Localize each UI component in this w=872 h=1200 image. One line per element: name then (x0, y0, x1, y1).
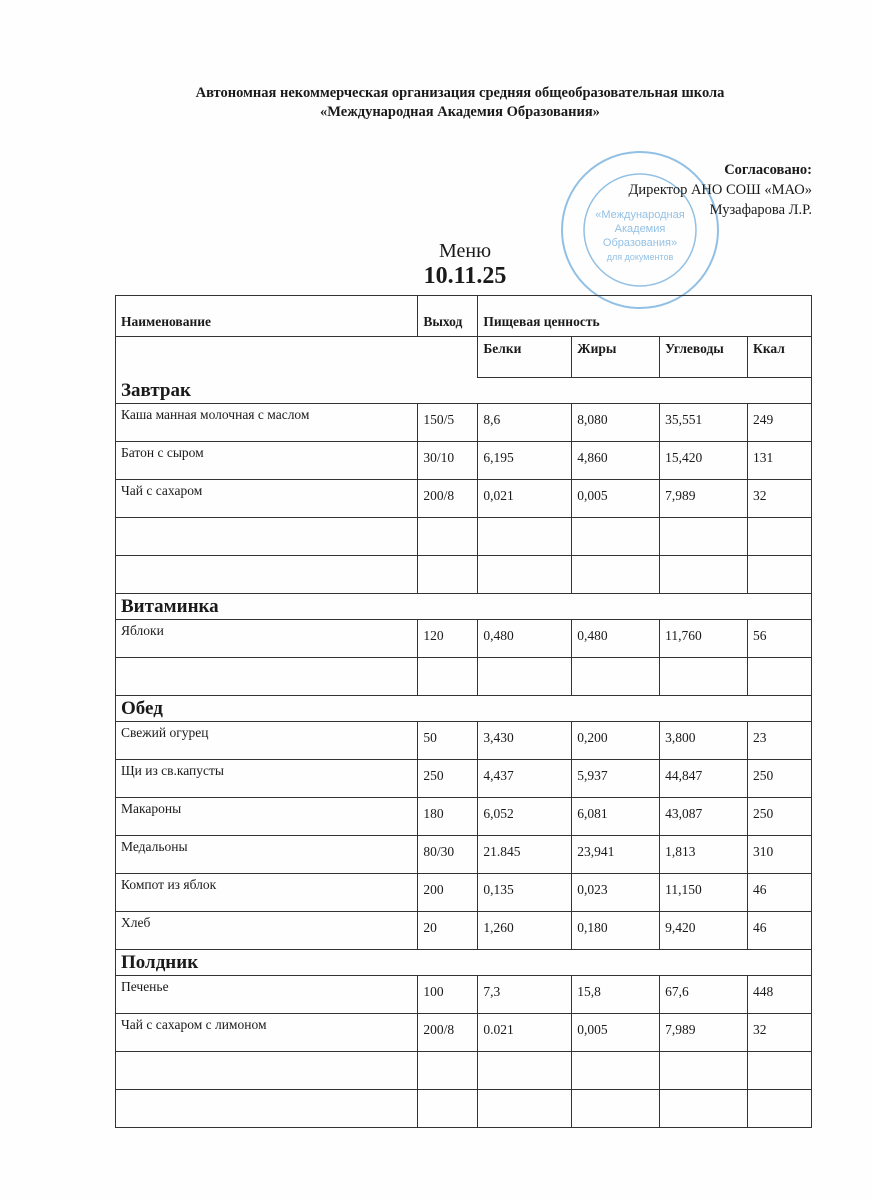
dish-name-cell: Печенье (116, 976, 418, 1014)
org-name-line1: Автономная некоммерческая организация средняя общеобразовательная школа (195, 85, 725, 101)
table-row (116, 518, 812, 556)
carbs-cell (660, 1090, 748, 1128)
section-row (116, 696, 812, 722)
output-cell (418, 1052, 478, 1090)
dish-name-cell: Свежий огурец (116, 722, 418, 760)
kcal-cell: 310 (748, 836, 812, 874)
output-cell (418, 518, 478, 556)
menu-date: 10.11.25 (423, 263, 507, 289)
dish-name-cell (116, 1090, 418, 1128)
fat-cell (572, 1052, 660, 1090)
dish-name-cell: Чай с сахаром (116, 480, 418, 518)
table-row (116, 912, 812, 950)
section-title: Завтрак (116, 378, 812, 404)
output-cell: 200 (418, 874, 478, 912)
carbs-cell: 9,420 (660, 912, 748, 950)
kcal-cell (748, 518, 812, 556)
kcal-cell: 249 (748, 404, 812, 442)
kcal-cell: 250 (748, 798, 812, 836)
carbs-cell: 11,150 (660, 874, 748, 912)
dish-name-cell (116, 658, 418, 696)
dish-name-cell: Медальоны (116, 836, 418, 874)
protein-cell: 0,021 (478, 480, 572, 518)
approval-signatory: Музафарова Л.Р. (709, 202, 812, 218)
fat-cell: 8,080 (572, 404, 660, 442)
dish-name-cell: Компот из яблок (116, 874, 418, 912)
fat-cell: 0,480 (572, 620, 660, 658)
protein-cell: 0,135 (478, 874, 572, 912)
approval-title: Согласовано: (724, 162, 812, 178)
carbs-cell (660, 658, 748, 696)
output-cell: 250 (418, 760, 478, 798)
table-row (116, 798, 812, 836)
table-row (116, 442, 812, 480)
fat-cell: 0,005 (572, 480, 660, 518)
header-carbs: Углеводы (660, 337, 748, 378)
svg-text:для документов: для документов (606, 252, 674, 262)
carbs-cell: 7,989 (660, 480, 748, 518)
table-row (116, 556, 812, 594)
fat-cell: 0,180 (572, 912, 660, 950)
carbs-cell: 43,087 (660, 798, 748, 836)
output-cell: 200/8 (418, 1014, 478, 1052)
section-row (116, 950, 812, 976)
dish-name-cell: Макароны (116, 798, 418, 836)
header-nutrition: Пищевая ценность (478, 296, 812, 337)
header-kcal: Ккал (748, 337, 812, 378)
fat-cell (572, 556, 660, 594)
table-row (116, 836, 812, 874)
subheader-row (116, 337, 812, 378)
fat-cell: 6,081 (572, 798, 660, 836)
fat-cell: 0,023 (572, 874, 660, 912)
output-cell (418, 556, 478, 594)
approval-position: Директор АНО СОШ «МАО» (628, 182, 812, 198)
table-row (116, 480, 812, 518)
protein-cell (478, 518, 572, 556)
table-row (116, 722, 812, 760)
menu-title: Меню (438, 240, 492, 262)
fat-cell: 4,860 (572, 442, 660, 480)
kcal-cell: 32 (748, 1014, 812, 1052)
kcal-cell: 23 (748, 722, 812, 760)
kcal-cell: 46 (748, 874, 812, 912)
dish-name-cell: Каша манная молочная с маслом (116, 404, 418, 442)
protein-cell: 0.021 (478, 1014, 572, 1052)
fat-cell (572, 658, 660, 696)
section-title: Обед (116, 696, 812, 722)
dish-name-cell (116, 1052, 418, 1090)
header-output: Выход (418, 296, 478, 337)
table-row (116, 976, 812, 1014)
subheader-blank (116, 337, 478, 378)
dish-name-cell: Яблоки (116, 620, 418, 658)
output-cell: 180 (418, 798, 478, 836)
svg-text:«Международная: «Международная (595, 209, 685, 221)
carbs-cell: 35,551 (660, 404, 748, 442)
fat-cell: 15,8 (572, 976, 660, 1014)
carbs-cell: 44,847 (660, 760, 748, 798)
section-title: Полдник (116, 950, 812, 976)
kcal-cell: 250 (748, 760, 812, 798)
protein-cell: 7,3 (478, 976, 572, 1014)
section-row (116, 594, 812, 620)
protein-cell (478, 658, 572, 696)
carbs-cell: 11,760 (660, 620, 748, 658)
org-name-line2: «Международная Академия Образования» (320, 104, 600, 120)
carbs-cell: 15,420 (660, 442, 748, 480)
kcal-cell: 46 (748, 912, 812, 950)
menu-table (115, 295, 812, 1128)
approval-block (628, 160, 812, 220)
table-row (116, 404, 812, 442)
protein-cell: 0,480 (478, 620, 572, 658)
protein-cell (478, 556, 572, 594)
carbs-cell (660, 518, 748, 556)
carbs-cell: 7,989 (660, 1014, 748, 1052)
dish-name-cell: Чай с сахаром с лимоном (116, 1014, 418, 1052)
table-row (116, 1090, 812, 1128)
svg-text:Академия: Академия (614, 223, 666, 235)
kcal-cell (748, 658, 812, 696)
kcal-cell: 448 (748, 976, 812, 1014)
section-title: Витаминка (116, 594, 812, 620)
output-cell: 80/30 (418, 836, 478, 874)
table-row (116, 620, 812, 658)
table-row (116, 1014, 812, 1052)
fat-cell: 5,937 (572, 760, 660, 798)
section-row (116, 378, 812, 404)
organization-header (0, 84, 872, 122)
protein-cell: 6,195 (478, 442, 572, 480)
dish-name-cell: Батон с сыром (116, 442, 418, 480)
kcal-cell: 32 (748, 480, 812, 518)
carbs-cell: 3,800 (660, 722, 748, 760)
fat-cell: 23,941 (572, 836, 660, 874)
table-row (116, 1052, 812, 1090)
protein-cell: 4,437 (478, 760, 572, 798)
kcal-cell: 131 (748, 442, 812, 480)
dish-name-cell: Хлеб (116, 912, 418, 950)
kcal-cell (748, 1052, 812, 1090)
carbs-cell (660, 556, 748, 594)
kcal-cell (748, 556, 812, 594)
fat-cell (572, 1090, 660, 1128)
output-cell: 20 (418, 912, 478, 950)
protein-cell: 6,052 (478, 798, 572, 836)
output-cell: 30/10 (418, 442, 478, 480)
protein-cell: 8,6 (478, 404, 572, 442)
output-cell (418, 1090, 478, 1128)
protein-cell (478, 1090, 572, 1128)
output-cell: 200/8 (418, 480, 478, 518)
fat-cell (572, 518, 660, 556)
fat-cell: 0,200 (572, 722, 660, 760)
fat-cell: 0,005 (572, 1014, 660, 1052)
menu-title-block (380, 240, 550, 290)
table-row (116, 760, 812, 798)
table-row (116, 874, 812, 912)
header-row (116, 296, 812, 337)
output-cell: 50 (418, 722, 478, 760)
output-cell: 150/5 (418, 404, 478, 442)
header-name: Наименование (116, 296, 418, 337)
header-fat: Жиры (572, 337, 660, 378)
kcal-cell: 56 (748, 620, 812, 658)
dish-name-cell: Щи из св.капусты (116, 760, 418, 798)
protein-cell: 1,260 (478, 912, 572, 950)
kcal-cell (748, 1090, 812, 1128)
output-cell: 100 (418, 976, 478, 1014)
protein-cell (478, 1052, 572, 1090)
output-cell: 120 (418, 620, 478, 658)
header-protein: Белки (478, 337, 572, 378)
carbs-cell (660, 1052, 748, 1090)
carbs-cell: 67,6 (660, 976, 748, 1014)
svg-text:Образования»: Образования» (602, 237, 678, 249)
protein-cell: 3,430 (478, 722, 572, 760)
carbs-cell: 1,813 (660, 836, 748, 874)
protein-cell: 21.845 (478, 836, 572, 874)
dish-name-cell (116, 556, 418, 594)
table-row (116, 658, 812, 696)
output-cell (418, 658, 478, 696)
dish-name-cell (116, 518, 418, 556)
